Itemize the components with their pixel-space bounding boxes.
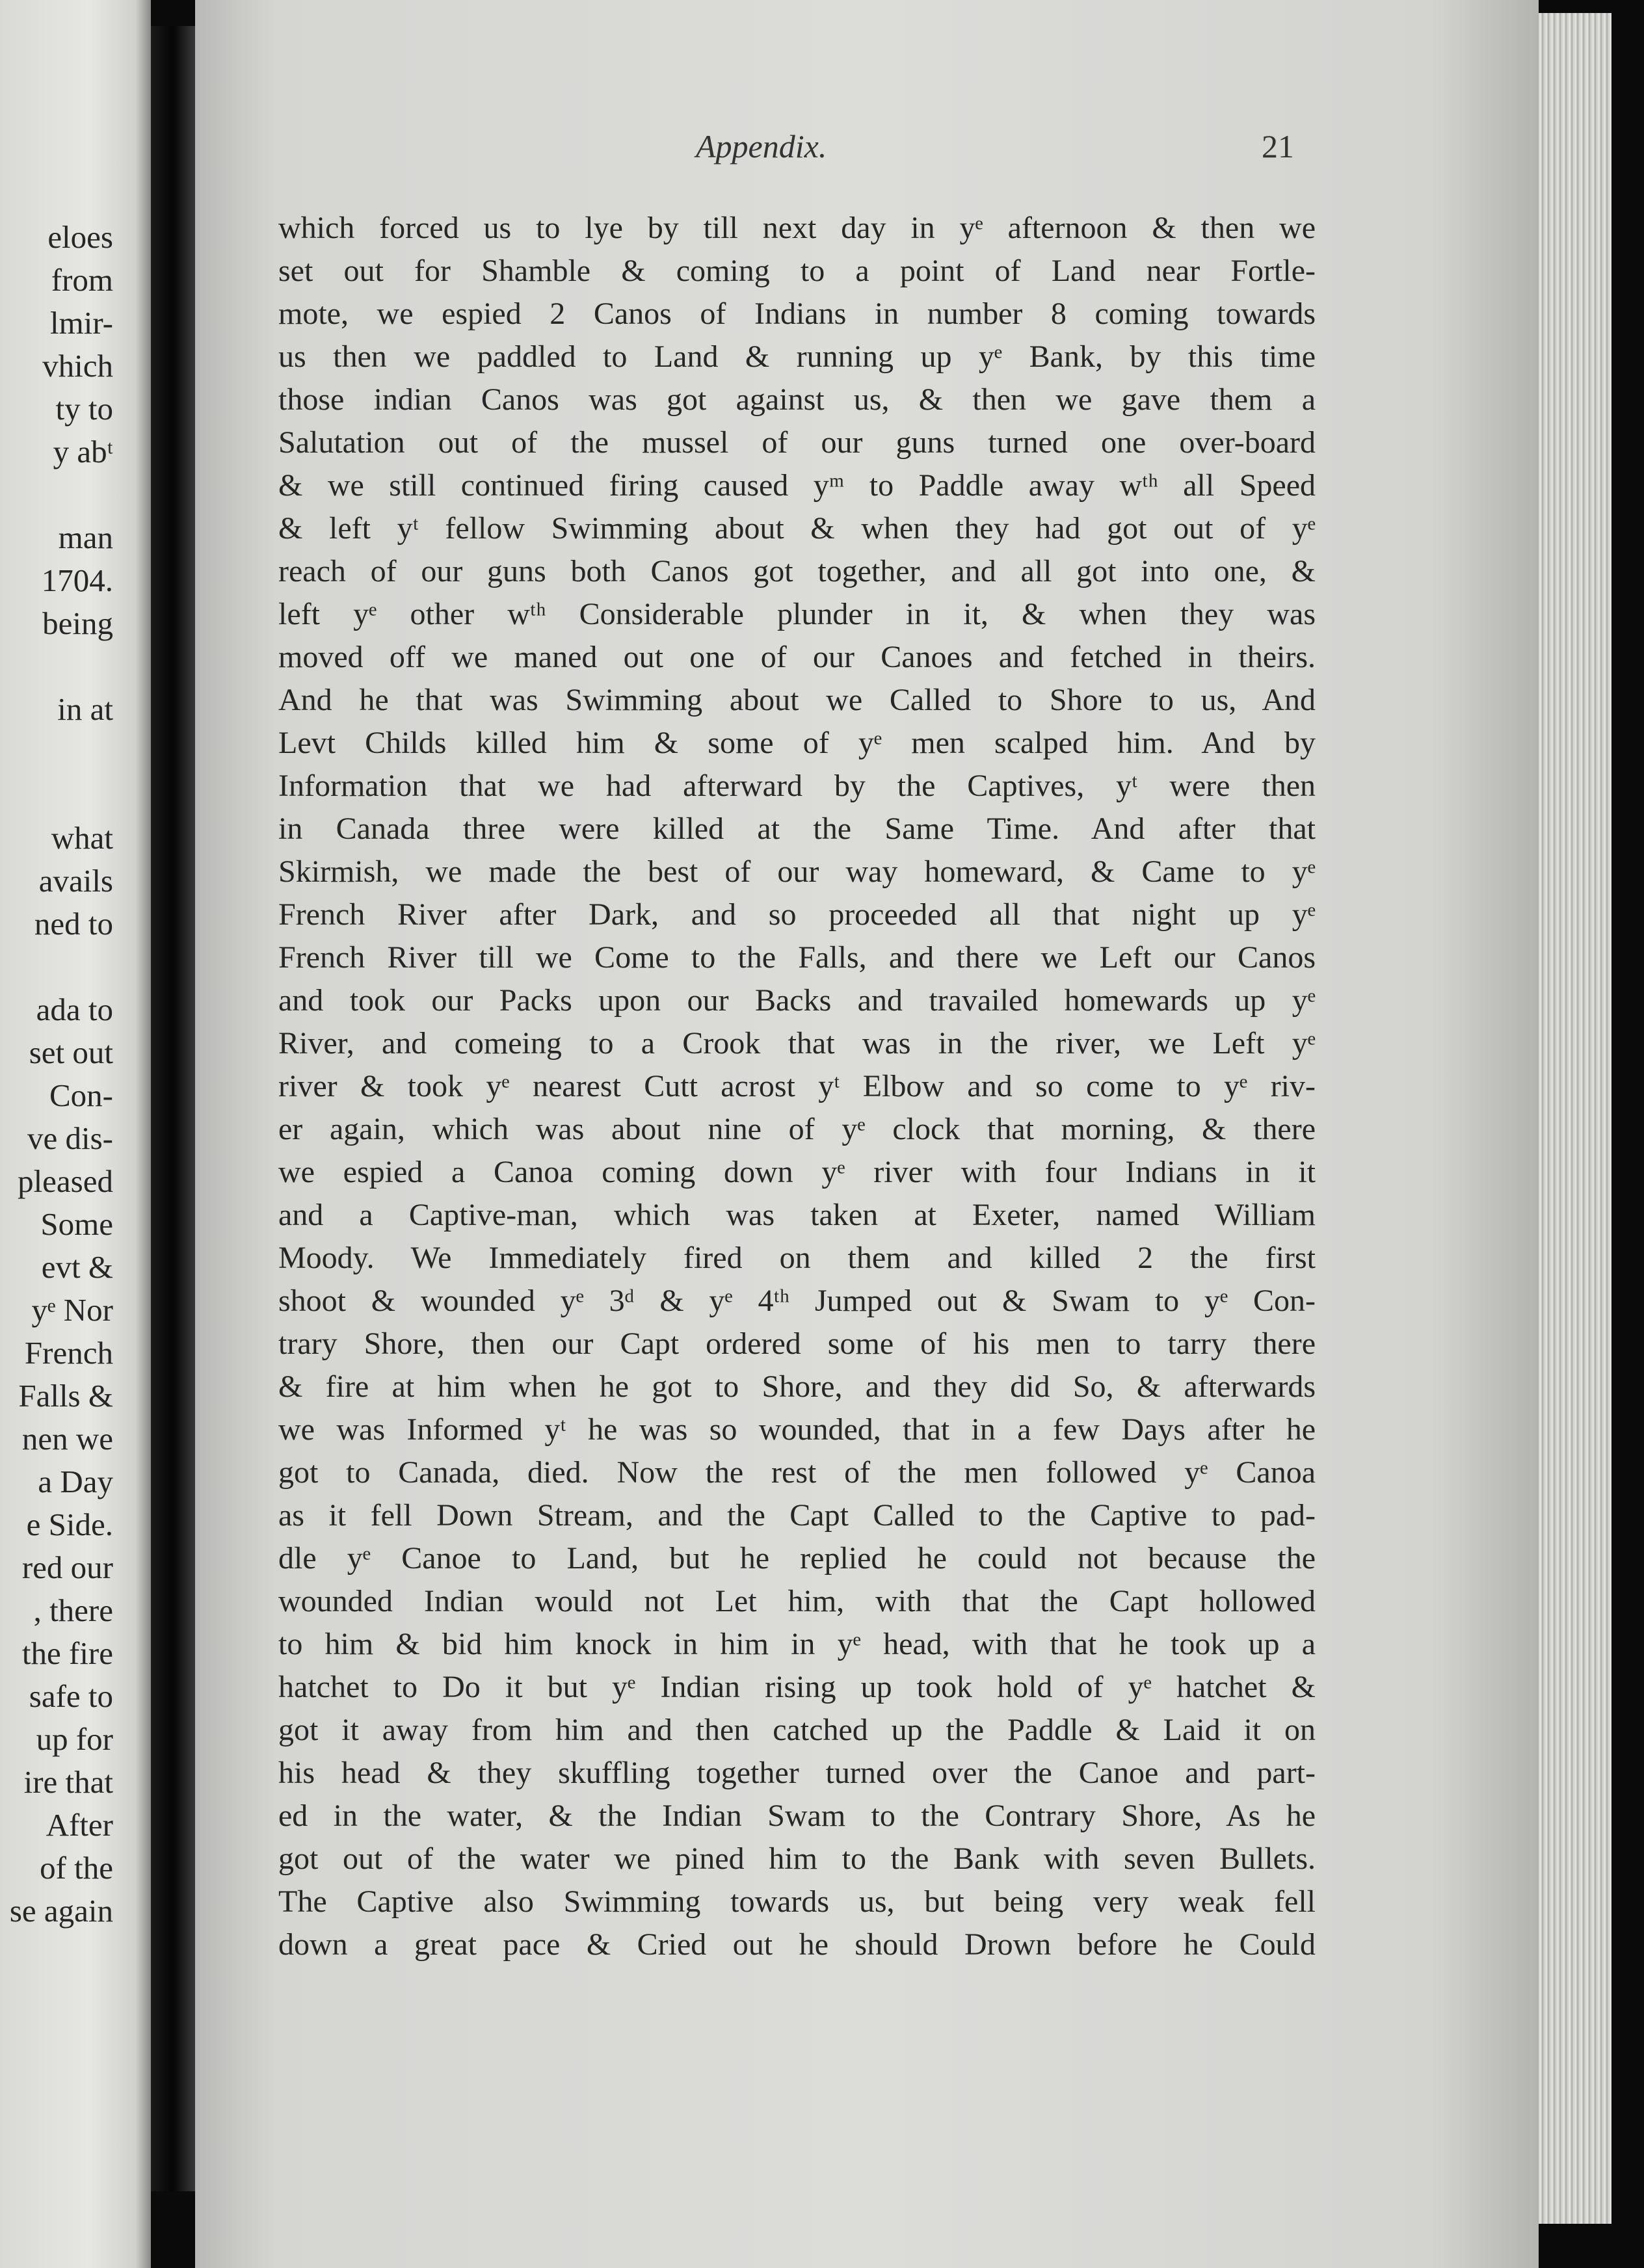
left-page-fragment: e Side.	[26, 1507, 113, 1542]
page-edges	[1539, 13, 1611, 2224]
text-line: French River till we Come to the Falls, and there we Left our Canos	[278, 940, 1316, 975]
text-line: as it fell Down Stream, and the Capt Called to the Captive to pad-	[278, 1498, 1316, 1533]
text-line: us then we paddled to Land & running up yᵉ Bank, by this time	[278, 339, 1316, 374]
text-line: in Canada three were killed at the Same Time. And after that	[278, 811, 1316, 846]
left-page-fragment: safe to	[29, 1678, 113, 1714]
left-page-fragment: nen we	[21, 1421, 113, 1457]
text-line: his head & they skuffling together turned over the Canoe and part-	[278, 1756, 1316, 1790]
text-line: those indian Canos was got against us, & then we gave them a	[278, 382, 1316, 417]
text-line: The Captive also Swimming towards us, but being very weak fell	[278, 1884, 1316, 1919]
text-line: wounded Indian would not Let him, with that the Capt hollowed	[278, 1584, 1316, 1618]
left-page-fragment: , there	[33, 1592, 113, 1628]
left-page-fragment: being	[42, 605, 113, 641]
left-page-fragment: in at	[57, 691, 113, 727]
text-line: moved off we maned out one of our Canoes and fetched in theirs.	[278, 640, 1316, 674]
left-page-fragment: vhich	[42, 348, 113, 384]
text-line: & left yᵗ fellow Swimming about & when they had got out of yᵉ	[278, 511, 1316, 546]
text-line: and a Captive-man, which was taken at Exeter, named William	[278, 1198, 1316, 1232]
left-page-fragment: Some	[40, 1206, 113, 1242]
left-page-fragment: a Day	[38, 1464, 113, 1499]
text-line: Skirmish, we made the best of our way homeward, & Came to yᵉ	[278, 854, 1316, 889]
text-line: which forced us to lye by till next day in yᵉ afternoon & then we	[278, 211, 1316, 245]
left-page-fragment: ire that	[23, 1764, 113, 1800]
text-line: we was Informed yᵗ he was so wounded, that in a few Days after he	[278, 1412, 1316, 1447]
left-page-fragment: ned to	[34, 906, 113, 942]
left-page-fragment: Falls &	[18, 1378, 113, 1414]
left-page-fragment: man	[58, 520, 113, 555]
left-page-fragment: pleased	[18, 1163, 113, 1199]
left-page-fragment: lmir-	[50, 305, 113, 341]
left-page-fragment: set out	[29, 1035, 113, 1070]
text-line: River, and comeing to a Crook that was in the river, we Left yᵉ	[278, 1026, 1316, 1061]
text-line: Salutation out of the mussel of our guns turned one over-board	[278, 425, 1316, 460]
text-line: French River after Dark, and so proceeded all that night up yᵉ	[278, 897, 1316, 932]
text-line: we espied a Canoa coming down yᵉ river with four Indians in it	[278, 1155, 1316, 1189]
text-line: to him & bid him knock in him in yᵉ head, with that he took up a	[278, 1627, 1316, 1661]
left-page-fragment: ve dis-	[27, 1120, 113, 1156]
left-page-fragment: what	[51, 820, 113, 856]
left-page-fragment: yᵉ Nor	[31, 1292, 113, 1328]
left-page-fragment: up for	[36, 1721, 113, 1757]
left-page-fragment: eloes	[47, 219, 113, 255]
text-line: Moody. We Immediately fired on them and killed 2 the first	[278, 1241, 1316, 1275]
text-line: got it away from him and then catched up the Paddle & Laid it on	[278, 1713, 1316, 1747]
text-line: and took our Packs upon our Backs and travailed homewards up yᵉ	[278, 983, 1316, 1018]
text-line: ed in the water, & the Indian Swam to the Contrary Shore, As he	[278, 1799, 1316, 1833]
book-gutter	[151, 26, 195, 2191]
left-page-fragment: ada to	[36, 992, 113, 1027]
left-page-fragment: y abᵗ	[53, 434, 113, 469]
text-line: left yᵉ other wᵗʰ Considerable plunder in it, & when they was	[278, 597, 1316, 631]
text-line: er again, which was about nine of yᵉ clock that morning, & there	[278, 1112, 1316, 1146]
left-page-fragment: of the	[40, 1850, 113, 1886]
text-line: & fire at him when he got to Shore, and they did So, & afterwards	[278, 1369, 1316, 1404]
text-line: river & took yᵉ nearest Cutt acrost yᵗ Elbow and so come to yᵉ riv-	[278, 1069, 1316, 1103]
text-line: Information that we had afterward by the Captives, yᵗ were then	[278, 769, 1316, 803]
text-line: reach of our guns both Canos got together, and all got into one, &	[278, 554, 1316, 588]
left-page-fragment: se again	[9, 1893, 113, 1929]
running-header-title: Appendix.	[696, 128, 827, 165]
text-line: got out of the water we pined him to the Bank with seven Bullets.	[278, 1841, 1316, 1876]
text-line: And he that was Swimming about we Called to Shore to us, And	[278, 683, 1316, 717]
text-line: down a great pace & Cried out he should Drown before he Could	[278, 1927, 1316, 1962]
left-page-fragment: from	[51, 262, 113, 298]
page-number: 21	[1262, 128, 1294, 165]
left-page-fragment: the fire	[21, 1635, 113, 1671]
text-line: trary Shore, then our Capt ordered some of his men to tarry there	[278, 1326, 1316, 1361]
left-page-fragment: red our	[21, 1549, 113, 1585]
text-line: got to Canada, died. Now the rest of the men followed yᵉ Canoa	[278, 1455, 1316, 1490]
left-page-fragment: 1704.	[41, 562, 113, 598]
left-page	[0, 0, 151, 2268]
text-line: shoot & wounded yᵉ 3ᵈ & yᵉ 4ᵗʰ Jumped out & Swam to yᵉ Con-	[278, 1284, 1316, 1318]
left-page-fragment: avails	[38, 863, 113, 899]
left-page-fragment: evt &	[41, 1249, 113, 1285]
text-line: & we still continued firing caused yᵐ to Paddle away wᵗʰ all Speed	[278, 468, 1316, 503]
text-line: dle yᵉ Canoe to Land, but he replied he could not because the	[278, 1541, 1316, 1576]
left-page-fragment: Con-	[49, 1077, 113, 1113]
left-page-fragment: After	[46, 1807, 113, 1843]
left-page-fragment: ty to	[55, 391, 113, 427]
left-page-fragment: French	[24, 1335, 113, 1371]
text-line: mote, we espied 2 Canos of Indians in number 8 coming towards	[278, 297, 1316, 331]
text-line: set out for Shamble & coming to a point of Land near Fortle-	[278, 254, 1316, 288]
text-line: Levt Childs killed him & some of yᵉ men scalped him. And by	[278, 726, 1316, 760]
text-line: hatchet to Do it but yᵉ Indian rising up took hold of yᵉ hatchet &	[278, 1670, 1316, 1704]
